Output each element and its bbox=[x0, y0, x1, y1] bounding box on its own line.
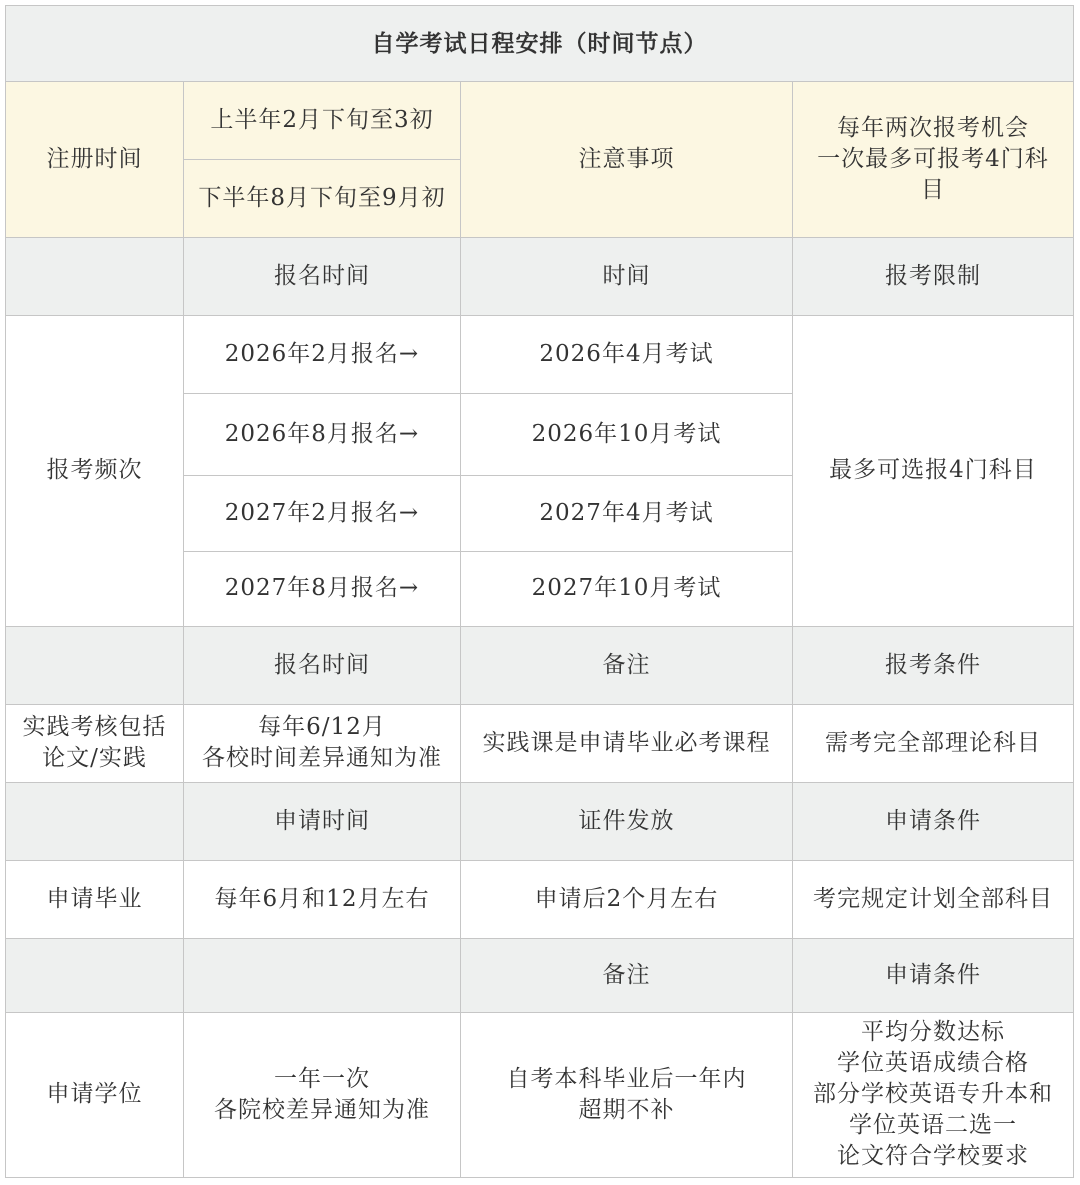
exam-signup-cell: 2026年2月报名→ bbox=[184, 316, 461, 394]
graduation-label: 申请毕业 bbox=[6, 860, 184, 938]
practice-note: 实践课是申请毕业必考课程 bbox=[461, 704, 793, 782]
practice-header-signup: 报名时间 bbox=[184, 626, 461, 704]
degree-header-time bbox=[184, 938, 461, 1012]
graduation-header-time: 申请时间 bbox=[184, 782, 461, 860]
graduation-condition: 考完规定计划全部科目 bbox=[793, 860, 1074, 938]
degree-header-note: 备注 bbox=[461, 938, 793, 1012]
graduation-header-issue: 证件发放 bbox=[461, 782, 793, 860]
practice-header-note: 备注 bbox=[461, 626, 793, 704]
exam-date-cell: 2027年4月考试 bbox=[461, 476, 793, 552]
practice-header-blank bbox=[6, 626, 184, 704]
degree-note: 自考本科毕业后一年内 超期不补 bbox=[461, 1012, 793, 1177]
graduation-issue: 申请后2个月左右 bbox=[461, 860, 793, 938]
graduation-time: 每年6月和12月左右 bbox=[184, 860, 461, 938]
registration-notes-label: 注意事项 bbox=[461, 82, 793, 238]
registration-notes-value: 每年两次报考机会 一次最多可报考4门科 目 bbox=[793, 82, 1074, 238]
graduation-header-blank bbox=[6, 782, 184, 860]
practice-header-condition: 报考条件 bbox=[793, 626, 1074, 704]
registration-label: 注册时间 bbox=[6, 82, 184, 238]
practice-condition: 需考完全部理论科目 bbox=[793, 704, 1074, 782]
exam-date-cell: 2026年4月考试 bbox=[461, 316, 793, 394]
table-title: 自学考试日程安排（时间节点） bbox=[6, 6, 1074, 82]
practice-time: 每年6/12月 各校时间差异通知为准 bbox=[184, 704, 461, 782]
exam-signup-cell: 2026年8月报名→ bbox=[184, 394, 461, 476]
exam-signup-cell: 2027年8月报名→ bbox=[184, 552, 461, 626]
graduation-header-condition: 申请条件 bbox=[793, 782, 1074, 860]
degree-label: 申请学位 bbox=[6, 1012, 184, 1177]
practice-label: 实践考核包括 论文/实践 bbox=[6, 704, 184, 782]
registration-first-half: 上半年2月下旬至3初 bbox=[184, 82, 461, 160]
exam-date-cell: 2027年10月考试 bbox=[461, 552, 793, 626]
schedule-table bbox=[5, 5, 1074, 1178]
degree-header-condition: 申请条件 bbox=[793, 938, 1074, 1012]
exam-date-cell: 2026年10月考试 bbox=[461, 394, 793, 476]
exam-limit-value: 最多可选报4门科目 bbox=[793, 316, 1074, 626]
exam-frequency-label: 报考频次 bbox=[6, 316, 184, 626]
exam-header-signup: 报名时间 bbox=[184, 238, 461, 316]
degree-header-blank bbox=[6, 938, 184, 1012]
registration-second-half: 下半年8月下旬至9月初 bbox=[184, 160, 461, 238]
degree-time: 一年一次 各院校差异通知为准 bbox=[184, 1012, 461, 1177]
exam-signup-cell: 2027年2月报名→ bbox=[184, 476, 461, 552]
exam-header-limit: 报考限制 bbox=[793, 238, 1074, 316]
degree-condition: 平均分数达标 学位英语成绩合格 部分学校英语专升本和 学位英语二选一 论文符合学校要求 bbox=[793, 1012, 1074, 1177]
exam-header-time: 时间 bbox=[461, 238, 793, 316]
exam-header-blank bbox=[6, 238, 184, 316]
